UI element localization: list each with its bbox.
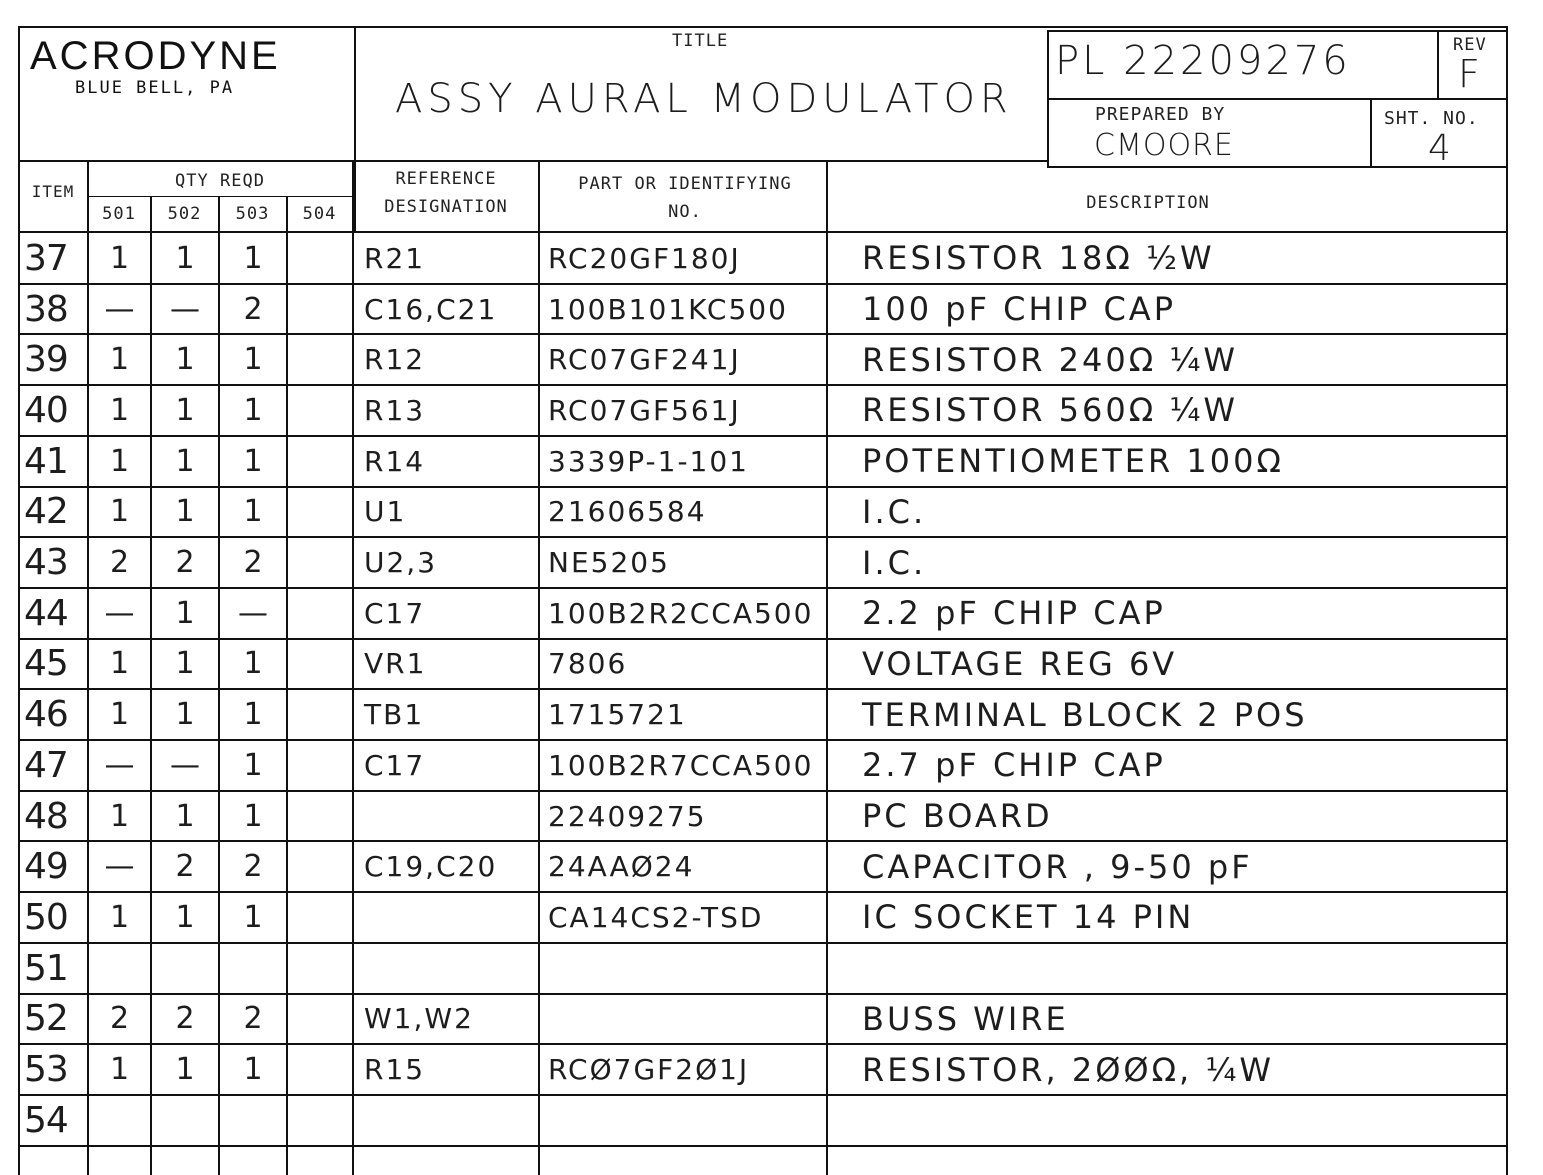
qty-504 <box>288 284 352 335</box>
revision: F <box>1458 52 1480 96</box>
item-number: 48 <box>24 795 68 837</box>
description: CAPACITOR , 9-50 pF <box>862 847 1253 886</box>
divider <box>354 26 356 232</box>
qty-502: 1 <box>175 1052 195 1088</box>
reference-designation <box>354 892 548 943</box>
qty-501: 2 <box>109 1001 130 1037</box>
document-title: ASSY AURAL MODULATOR <box>395 76 1013 122</box>
qty-503: 1 <box>243 899 263 935</box>
reference-designation: C17 <box>364 596 426 630</box>
part-number <box>540 943 834 994</box>
item-number: 37 <box>24 237 68 279</box>
qty-501: 1 <box>109 697 130 733</box>
qty-502: 1 <box>175 240 195 276</box>
description: 100 pF CHIP CAP <box>862 290 1176 329</box>
qty-501: 1 <box>109 392 130 428</box>
sheet-number: 4 <box>1428 128 1451 169</box>
qty-504 <box>288 639 352 690</box>
qty-502: 1 <box>175 798 195 834</box>
part-number: RC07GF241J <box>548 343 741 377</box>
qty-501: 1 <box>109 494 130 530</box>
qty-503 <box>220 1095 286 1146</box>
company-logo: ACRODYNE <box>30 34 281 78</box>
qty-501: 2 <box>109 545 130 581</box>
col-header-501: 501 <box>102 204 136 224</box>
sheet-label: SHT. NO. <box>1384 108 1479 129</box>
qty-503: 1 <box>243 443 263 479</box>
description: 2.2 pF CHIP CAP <box>862 594 1166 633</box>
description <box>828 943 1540 994</box>
description <box>828 1095 1540 1146</box>
qty-504 <box>288 1095 352 1146</box>
description: RESISTOR 240Ω ¼W <box>862 340 1239 379</box>
description: RESISTOR, 2ØØΩ, ¼W <box>862 1050 1275 1089</box>
qty-502: — <box>170 291 200 327</box>
title-label: TITLE <box>672 31 729 51</box>
qty-501: 1 <box>109 899 130 935</box>
qty-502: 1 <box>175 595 195 631</box>
part-number: 100B2R7CCA500 <box>548 748 814 782</box>
item-number: 51 <box>24 947 68 989</box>
description: IC SOCKET 14 PIN <box>862 898 1195 937</box>
qty-504 <box>288 994 352 1045</box>
reference-designation <box>354 943 548 994</box>
qty-502: 1 <box>175 494 195 530</box>
part-number <box>540 994 834 1045</box>
part-number: 1715721 <box>548 698 687 732</box>
qty-501 <box>89 1095 150 1146</box>
qty-502: 2 <box>175 545 195 581</box>
qty-502: 2 <box>175 1001 195 1037</box>
part-number: 3339P-1-101 <box>548 444 749 478</box>
reference-designation: U2,3 <box>364 546 438 580</box>
col-header-qty-reqd: QTY REQD <box>175 171 265 191</box>
description: I.C. <box>862 492 927 531</box>
item-number: 38 <box>24 288 68 330</box>
qty-504 <box>288 385 352 436</box>
qty-503: 1 <box>243 798 263 834</box>
description: BUSS WIRE <box>862 999 1069 1038</box>
item-number: 42 <box>24 491 68 533</box>
item-number: 49 <box>24 846 68 888</box>
qty-503: 2 <box>243 1001 263 1037</box>
qty-502: 1 <box>175 342 195 378</box>
item-number: 43 <box>24 542 68 584</box>
part-number: 7806 <box>548 647 628 681</box>
qty-501: 1 <box>109 443 130 479</box>
qty-501: — <box>104 291 135 327</box>
qty-503: 1 <box>243 747 263 783</box>
col-header-504: 504 <box>302 204 337 224</box>
part-number: 22409275 <box>548 799 707 833</box>
qty-503: 1 <box>243 646 263 682</box>
item-number: 40 <box>24 389 68 431</box>
col-header-item: ITEM <box>31 182 75 201</box>
qty-504 <box>288 1044 352 1095</box>
part-number: CA14CS2-TSD <box>548 900 764 934</box>
qty-504 <box>288 791 352 842</box>
description: VOLTAGE REG 6V <box>862 644 1178 683</box>
item-number: 52 <box>24 998 68 1040</box>
reference-designation: R15 <box>364 1053 426 1087</box>
reference-designation: C17 <box>364 748 426 782</box>
item-number: 41 <box>24 440 68 482</box>
qty-502: 1 <box>175 443 195 479</box>
company-location: BLUE BELL, PA <box>75 78 235 98</box>
col-header-reference-designation: REFERENCE DESIGNATION <box>384 169 508 217</box>
divider <box>1437 30 1439 100</box>
qty-501: 1 <box>109 646 130 682</box>
qty-503: 1 <box>243 1052 263 1088</box>
qty-504 <box>288 892 352 943</box>
qty-504 <box>288 233 352 284</box>
qty-502: 2 <box>175 849 195 885</box>
description: TERMINAL BLOCK 2 POS <box>862 695 1308 734</box>
col-header-502: 502 <box>167 204 202 224</box>
item-number: 54 <box>24 1099 68 1141</box>
qty-503: 2 <box>243 545 263 581</box>
description: 2.7 pF CHIP CAP <box>862 746 1166 785</box>
reference-designation: U1 <box>364 495 407 529</box>
prepared-by: CMOORE <box>1094 128 1234 163</box>
qty-502 <box>152 943 218 994</box>
qty-502 <box>152 1095 218 1146</box>
qty-504 <box>288 943 352 994</box>
row-divider <box>18 1145 1508 1147</box>
qty-504 <box>288 841 352 892</box>
description: I.C. <box>862 543 927 582</box>
part-number: 100B2R2CCA500 <box>548 596 814 630</box>
qty-501: — <box>104 595 135 631</box>
prepared-by-label: PREPARED BY <box>1095 104 1226 125</box>
qty-501: 1 <box>109 798 130 834</box>
part-number: 24AAØ24 <box>548 850 695 884</box>
item-number: 46 <box>24 694 68 736</box>
reference-designation <box>354 791 548 842</box>
part-number: NE5205 <box>548 546 670 580</box>
description: POTENTIOMETER 100Ω <box>862 442 1284 481</box>
qty-503: 1 <box>243 494 263 530</box>
qty-501: 1 <box>109 342 130 378</box>
qty-504 <box>288 689 352 740</box>
reference-designation <box>354 1095 548 1146</box>
reference-designation: C16,C21 <box>364 292 498 326</box>
qty-503: 1 <box>243 240 263 276</box>
qty-504 <box>288 588 352 639</box>
qty-501: 1 <box>109 240 130 276</box>
col-header-part-number: PART OR IDENTIFYING NO. <box>578 174 792 222</box>
qty-502: 1 <box>175 646 195 682</box>
qty-501: 1 <box>109 1052 130 1088</box>
reference-designation: R14 <box>364 444 426 478</box>
part-number: RCØ7GF2Ø1J <box>548 1053 750 1087</box>
qty-503 <box>220 943 286 994</box>
document-number: PL 22209276 <box>1055 38 1351 84</box>
rev-label: REV <box>1453 35 1487 55</box>
qty-502: 1 <box>175 697 195 733</box>
qty-502: — <box>170 747 200 783</box>
qty-504 <box>288 740 352 791</box>
item-number: 53 <box>24 1049 68 1091</box>
qty-501: — <box>104 849 135 885</box>
qty-501 <box>89 943 150 994</box>
part-number: RC07GF561J <box>548 393 741 427</box>
reference-designation: R21 <box>364 241 426 275</box>
qty-503: 1 <box>243 697 263 733</box>
part-number <box>540 1095 834 1146</box>
part-number: RC20GF180J <box>548 241 741 275</box>
description: PC BOARD <box>862 797 1053 836</box>
part-number: 100B101KC500 <box>548 292 788 326</box>
qty-503: — <box>238 595 268 631</box>
qty-503: 2 <box>243 291 263 327</box>
qty-504 <box>288 436 352 487</box>
reference-designation: VR1 <box>364 647 427 681</box>
reference-designation: R13 <box>364 393 426 427</box>
part-number: 21606584 <box>548 495 707 529</box>
qty-503: 2 <box>243 849 263 885</box>
reference-designation: R12 <box>364 343 426 377</box>
qty-503: 1 <box>243 342 263 378</box>
qty-502: 1 <box>175 392 195 428</box>
qty-501: — <box>104 747 135 783</box>
description: RESISTOR 18Ω ½W <box>862 239 1215 278</box>
reference-designation: W1,W2 <box>364 1002 474 1036</box>
reference-designation: TB1 <box>364 698 425 732</box>
item-number: 44 <box>24 592 68 634</box>
description: RESISTOR 560Ω ¼W <box>862 391 1239 430</box>
reference-designation: C19,C20 <box>364 850 498 884</box>
qty-504 <box>288 537 352 588</box>
qty-503: 1 <box>243 392 263 428</box>
item-number: 45 <box>24 643 68 685</box>
divider <box>1370 98 1372 168</box>
col-header-503: 503 <box>235 204 270 224</box>
item-number: 47 <box>24 744 68 786</box>
divider <box>87 196 355 197</box>
item-number: 39 <box>24 339 68 381</box>
qty-502: 1 <box>175 899 195 935</box>
item-number: 50 <box>24 896 68 938</box>
qty-504 <box>288 334 352 385</box>
qty-504 <box>288 487 352 538</box>
divider <box>18 160 1049 162</box>
col-header-description: DESCRIPTION <box>1086 193 1210 213</box>
